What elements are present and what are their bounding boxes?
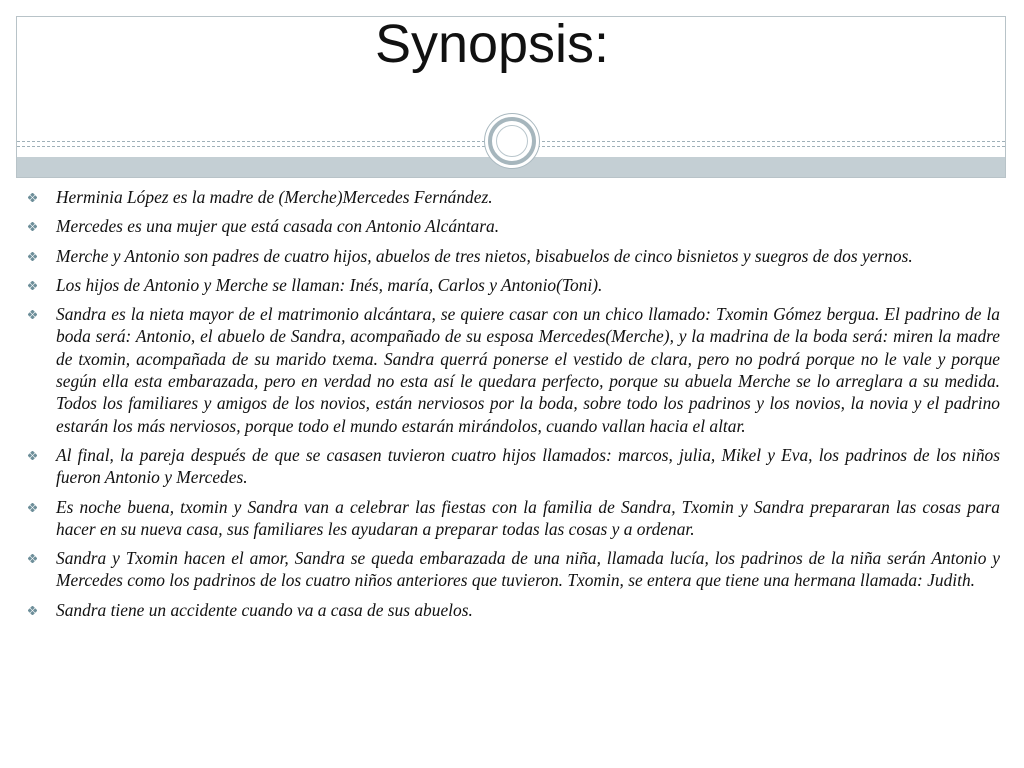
list-item <box>24 599 1000 621</box>
diamond-bullet-icon <box>28 252 37 261</box>
bullet-list <box>24 186 1000 628</box>
bullet-text: Sandra y Txomin hacen el amor, Sandra se queda embarazada de una niña, llamada lucía, los padrinos de la niña serán Antonio y Mercedes como los padrinos de los cuatro niños anteriores que tuvieron. Txomin, se entera que tiene una hermana llamada: Judith. <box>56 548 1000 591</box>
list-item <box>24 274 1000 296</box>
diamond-bullet-icon <box>28 554 37 563</box>
bullet-text: Es noche buena, txomin y Sandra van a celebrar las fiestas con la familia de Sandra, Txomin y Sandra prepararan las cosas para hacer en su nueva casa, sus familiares les ayudaran a preparar todas las cosas y a ordenar. <box>56 496 1000 539</box>
bullet-text: Sandra tiene un accidente cuando va a casa de sus abuelos. <box>56 599 473 620</box>
circle-ornament-icon <box>484 113 540 169</box>
bullet-text: Mercedes es una mujer que está casada con Antonio Alcántara. <box>56 216 500 237</box>
list-item <box>24 215 1000 237</box>
diamond-bullet-icon <box>28 222 37 231</box>
list-item <box>24 245 1000 267</box>
list-item <box>24 496 1000 541</box>
list-item <box>24 547 1000 592</box>
list-item <box>24 303 1000 437</box>
diamond-bullet-icon <box>28 503 37 512</box>
bullet-text: Los hijos de Antonio y Merche se llaman: Inés, maría, Carlos y Antonio(Toni). <box>56 274 603 295</box>
slide-title: Synopsis: <box>374 14 610 74</box>
diamond-bullet-icon <box>28 193 37 202</box>
diamond-bullet-icon <box>28 310 37 319</box>
diamond-bullet-icon <box>28 281 37 290</box>
diamond-bullet-icon <box>28 451 37 460</box>
bullet-text: Merche y Antonio son padres de cuatro hijos, abuelos de tres nietos, bisabuelos de cinco bisnietos y suegros de dos yernos. <box>56 245 913 266</box>
diamond-bullet-icon <box>28 606 37 615</box>
list-item <box>24 186 1000 208</box>
bullet-text: Herminia López es la madre de (Merche)Mercedes Fernández. <box>56 187 493 207</box>
bullet-text: Al final, la pareja después de que se casasen tuvieron cuatro hijos llamados: marcos, julia, Mikel y Eva, los padrinos de los niños fueron Antonio y Mercedes. <box>56 444 1000 488</box>
bullet-text: Sandra es la nieta mayor de el matrimonio alcántara, se quiere casar con un chico llamado: Txomin Gómez bergua. El padrino de la boda será: Antonio, el abuelo de Sandra, acompañado de su esposa Mercedes(Merche), y la madrina de la boda será: miren la madre de txomin, acompañada de su marido txema. Sandra querrá ponerse el vestido de clara, pero no podrá porque no le vale y porque según ella esta embarazada, pero en verdad no esta así le quedara perfecto, porque su abuela Merche se lo arreglara a su medida. Todos los familiares y amigos de los novios, están nerviosos por la boda, sobre todo los padrinos y los novios, la novia y el padrino estarán los más nerviosos, porque todo el mundo estarán mirándolos, cuando vallan hacia el altar. <box>56 304 1000 436</box>
list-item <box>24 444 1000 489</box>
